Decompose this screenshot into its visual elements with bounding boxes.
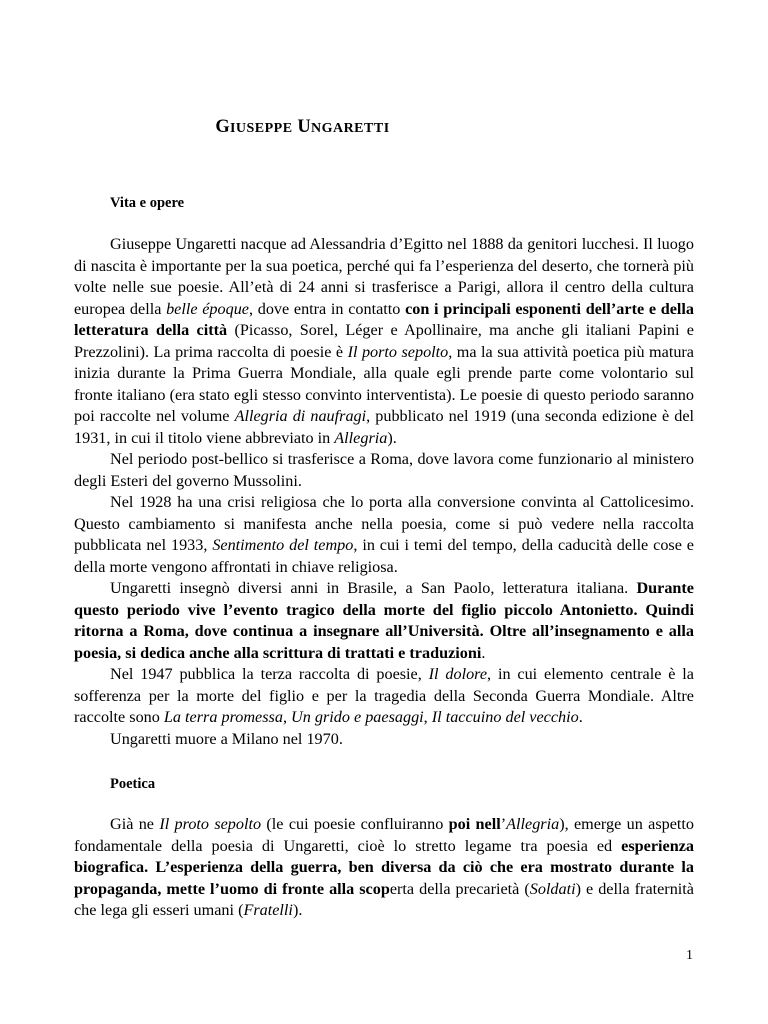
text-run: Già ne	[110, 815, 160, 833]
text-run: Giuseppe Ungaretti nacque ad Alessandria d’Egitto nel 1888 da genitori lucchesi. Il luogo di nascita è importante per la sua poetica, perché qui fa l’esperienza del deserto, che tornerà più volte nelle sue poesie. All’età di 24 anni si trasferisce a	[74, 235, 694, 296]
italic-text: Il taccuino del vecchio	[431, 708, 579, 726]
italic-text: La terra promessa	[163, 708, 283, 726]
text-run: , dove entra in contatto	[248, 299, 406, 318]
text-run: ’	[500, 815, 507, 833]
bold-text: esperienza biografica. L’esperienza della guerra, ben diversa da ciò che era mostrato durante la propaganda, mette l’uomo di fronte alla scop	[74, 836, 694, 898]
paragraph	[74, 814, 694, 922]
text-run: ).	[292, 901, 303, 919]
italic-text: Allegria	[334, 428, 388, 447]
text-run: .	[578, 708, 583, 726]
paragraph	[74, 664, 694, 729]
italic-text: Sentimento del tempo	[212, 536, 354, 554]
text-run: (Picasso, Sorel, Léger e Apollinaire, ma anche gli italiani Papini e Prezzolini). La prima raccolta di poesie è	[74, 321, 694, 361]
page-title	[0, 117, 605, 138]
text-run: Nel 1928 ha una crisi religiosa che lo porta alla conversione convinta al Cattolicesimo. Questo cambiamento si manifesta anche nella poesia, come si può vedere nella raccolta pubblicata nel 1933,	[74, 493, 694, 554]
text-run: ) e della fraternità che lega gli esseri umani (	[74, 879, 694, 919]
paragraph	[74, 492, 694, 578]
section-body-vita	[74, 234, 694, 750]
bold-text: con i principali esponenti dell’arte e della letteratura della città	[74, 299, 695, 339]
text-run: ).	[387, 428, 397, 447]
text-run: .	[481, 643, 486, 662]
italic-text: Un grido e paesaggi	[291, 708, 424, 726]
paragraph	[74, 234, 694, 449]
text-run: Ungaretti muore a Milano nel 1970.	[110, 729, 343, 748]
title-initial-2: U	[297, 117, 311, 137]
text-run: ,	[423, 708, 432, 726]
text-run: ), emerge un aspetto fondamentale della poesia di Ungaretti, cioè lo stretto legame tra poesia ed	[74, 815, 694, 855]
italic-text: Fratelli	[243, 901, 293, 919]
italic-text: Il dolore	[428, 665, 488, 683]
paragraph	[74, 729, 694, 751]
section-heading-vita: Vita e opere	[110, 195, 185, 211]
text-run: Nel periodo post-bellico si trasferisce a Roma, dove lavora come funzionario al ministero degli Esteri del governo Mussolini.	[74, 450, 694, 490]
paragraph	[74, 449, 694, 492]
text-run: (le cui poesie confluiranno	[261, 815, 449, 833]
italic-text: Allegria di naufragi	[234, 407, 367, 425]
text-run: Nel 1947 pubblica la terza raccolta di poesie,	[110, 665, 429, 683]
text-run: Ungaretti insegnò diversi anni in Brasile, a San Paolo, letteratura italiana.	[110, 579, 637, 597]
section-body-poetica	[74, 814, 694, 922]
bold-text: poi nell	[448, 815, 501, 833]
title-rest-1: IUSEPPE	[229, 121, 293, 136]
section-heading-poetica: Poetica	[110, 776, 156, 792]
italic-text: Allegria	[506, 815, 560, 833]
italic-text: Soldati	[529, 879, 576, 898]
italic-text: belle époque	[166, 299, 249, 318]
text-run: ,	[282, 708, 292, 726]
italic-text: Il proto sepolto	[159, 815, 262, 833]
text-run: , in cui i temi del tempo, della caducità delle cose e della morte vengono affrontati in chiave religiosa.	[74, 536, 694, 576]
text-run: Parigi, allora il centro della cultura europea della	[74, 278, 694, 318]
text-run: erta della precarietà (	[389, 879, 530, 898]
text-run: , in cui elemento centrale è la sofferenza per la morte del figlio e per la tragedia della Seconda Guerra Mondiale. Altre raccolte sono	[74, 665, 694, 726]
page-number: 1	[686, 948, 693, 963]
bold-text: Durante questo periodo vive l’evento tragico della morte del figlio piccolo Antonietto. Quindi ritorna a Roma, dove continua a insegnare all’Università. Oltre all’insegnamento e alla poesia, si dedica anche alla scrittura di trattati e traduzioni	[74, 579, 694, 662]
title-rest-2: NGARETTI	[310, 121, 390, 136]
title-initial-1: G	[215, 117, 230, 137]
paragraph	[74, 578, 694, 664]
italic-text: Il porto sepolto	[347, 342, 449, 361]
text-run: , pubblicato nel 1919 (una seconda edizione è del 1931, in cui il titolo viene abbreviato in	[74, 407, 695, 447]
text-run: , ma la sua attività poetica più matura inizia durante la Prima Guerra Mondiale, alla quale egli prende parte come volontario sul fronte italiano (era stato egli stesso convinto interventista). Le poesie di questo periodo saranno poi raccolte nel volume	[74, 342, 694, 425]
